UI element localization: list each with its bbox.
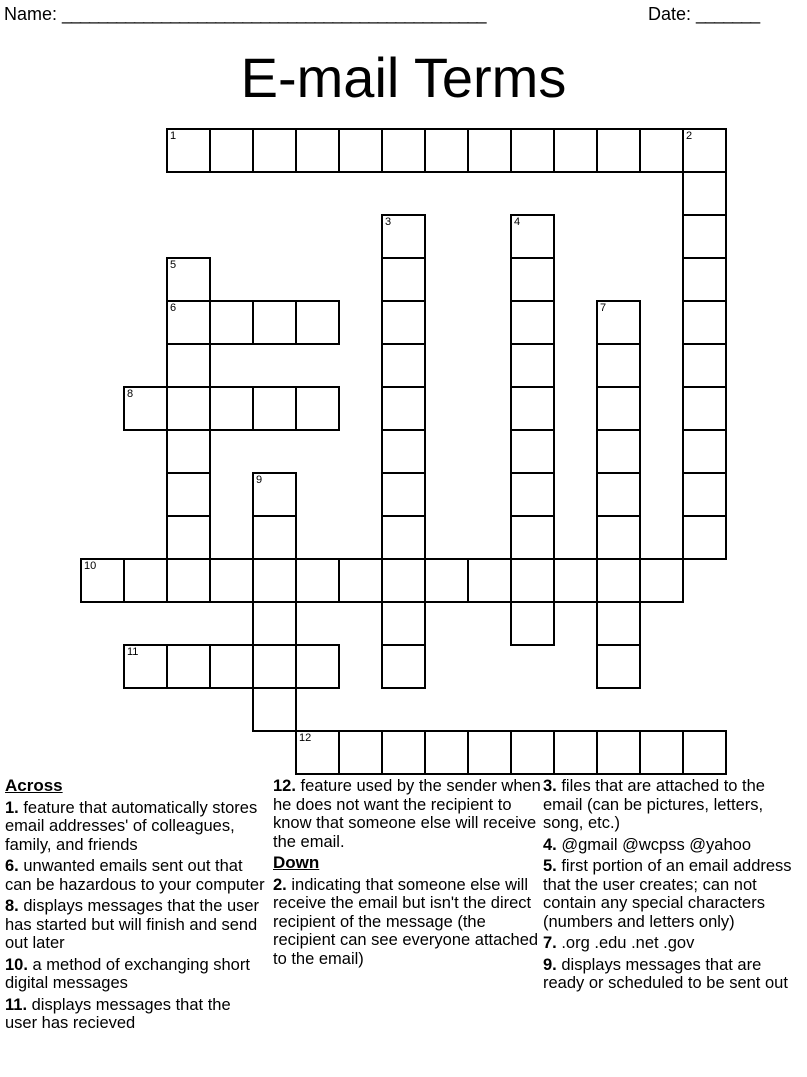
grid-cell[interactable] (510, 601, 555, 646)
grid-cell[interactable] (381, 472, 426, 517)
clue-number: 10 (84, 560, 97, 572)
grid-cell[interactable] (295, 386, 340, 431)
grid-cell[interactable] (252, 128, 297, 173)
grid-cell[interactable] (510, 429, 555, 474)
date-label: Date: (648, 4, 692, 24)
clue-down-9: 9. displays messages that are ready or scheduled to be sent out (543, 955, 788, 992)
grid-cell[interactable] (166, 429, 211, 474)
clue-down-4: 4. @gmail @wcpss @yahoo (543, 835, 751, 854)
grid-cell[interactable] (252, 601, 297, 646)
grid-cell[interactable] (123, 386, 168, 431)
name-field[interactable] (4, 4, 486, 25)
clue-number: 12 (299, 732, 312, 744)
clue-across-11: 11. displays messages that the user has recieved (5, 995, 231, 1032)
grid-cell[interactable] (682, 730, 727, 775)
name-blank: _______________________________________________ (62, 4, 486, 24)
clue-number: 4 (514, 216, 521, 228)
grid-cell[interactable] (639, 128, 684, 173)
grid-cell[interactable] (682, 128, 727, 173)
grid-cell[interactable] (381, 300, 426, 345)
grid-cell[interactable] (252, 300, 297, 345)
grid-cell[interactable] (510, 214, 555, 259)
grid-cell[interactable] (381, 429, 426, 474)
grid-cell[interactable] (252, 386, 297, 431)
grid-cell[interactable] (166, 300, 211, 345)
clue-number: 8 (127, 388, 134, 400)
grid-cell[interactable] (510, 472, 555, 517)
grid-cell[interactable] (682, 386, 727, 431)
clue-number: 2 (686, 130, 693, 142)
grid-cell[interactable] (596, 558, 641, 603)
grid-cell[interactable] (381, 214, 426, 259)
grid-cell[interactable] (166, 343, 211, 388)
grid-cell[interactable] (381, 343, 426, 388)
grid-cell[interactable] (252, 515, 297, 560)
clue-number: 6 (170, 302, 177, 314)
grid-cell[interactable] (338, 128, 383, 173)
grid-cell[interactable] (381, 601, 426, 646)
grid-cell[interactable] (510, 386, 555, 431)
date-field[interactable] (648, 4, 759, 25)
grid-cell[interactable] (553, 128, 598, 173)
grid-cell[interactable] (166, 128, 211, 173)
grid-cell[interactable] (338, 558, 383, 603)
grid-cell[interactable] (510, 128, 555, 173)
clue-number: 7 (600, 302, 607, 314)
grid-cell[interactable] (252, 687, 297, 732)
grid-cell[interactable] (682, 343, 727, 388)
grid-cell[interactable] (682, 171, 727, 216)
grid-cell[interactable] (295, 644, 340, 689)
name-label: Name: (4, 4, 58, 24)
grid-cell[interactable] (252, 472, 297, 517)
grid-cell[interactable] (166, 386, 211, 431)
clue-across-6: 6. unwanted emails sent out that can be hazardous to your computer (5, 857, 265, 894)
grid-cell[interactable] (596, 429, 641, 474)
grid-cell[interactable] (596, 644, 641, 689)
grid-cell[interactable] (209, 128, 254, 173)
grid-cell[interactable] (553, 730, 598, 775)
clue-across-10: 10. a method of exchanging short digital messages (5, 955, 250, 992)
clue-number: 9 (256, 474, 263, 486)
grid-cell[interactable] (209, 386, 254, 431)
grid-cell[interactable] (682, 257, 727, 302)
grid-cell[interactable] (467, 128, 512, 173)
grid-cell[interactable] (166, 257, 211, 302)
grid-cell[interactable] (166, 472, 211, 517)
grid-cell[interactable] (123, 558, 168, 603)
grid-cell[interactable] (682, 515, 727, 560)
clue-number: 1 (170, 130, 177, 142)
grid-cell[interactable] (80, 558, 125, 603)
grid-cell[interactable] (467, 558, 512, 603)
grid-cell[interactable] (682, 472, 727, 517)
grid-cell[interactable] (123, 644, 168, 689)
clue-number: 11 (127, 646, 139, 658)
clue-down-5: 5. first portion of an email address that the user creates; can not contain any special characters (numbers and letters only) (543, 857, 792, 931)
grid-cell[interactable] (596, 386, 641, 431)
grid-cell[interactable] (596, 472, 641, 517)
grid-cell[interactable] (295, 730, 340, 775)
page-title: E-mail Terms (240, 46, 567, 109)
grid-cell[interactable] (295, 558, 340, 603)
grid-cell[interactable] (209, 300, 254, 345)
clues-column-1 (5, 777, 267, 1036)
grid-cell[interactable] (381, 515, 426, 560)
grid-cell[interactable] (252, 558, 297, 603)
grid-cell[interactable] (295, 128, 340, 173)
clue-number: 3 (385, 216, 392, 228)
grid-cell[interactable] (596, 730, 641, 775)
clue-across-1: 1. feature that automatically stores email addresses' of colleagues, family, and friends (5, 798, 258, 854)
grid-cell[interactable] (596, 128, 641, 173)
grid-cell[interactable] (510, 515, 555, 560)
clues-column-2 (273, 777, 541, 971)
grid-cell[interactable] (252, 644, 297, 689)
grid-cell[interactable] (596, 343, 641, 388)
grid-cell[interactable] (381, 730, 426, 775)
grid-cell[interactable] (682, 214, 727, 259)
grid-cell[interactable] (553, 558, 598, 603)
down-heading: Down (273, 853, 320, 872)
across-heading: Across (5, 776, 63, 795)
grid-cell[interactable] (639, 558, 684, 603)
grid-cell[interactable] (209, 558, 254, 603)
grid-cell[interactable] (510, 300, 555, 345)
grid-cell[interactable] (639, 730, 684, 775)
clues-column-3 (543, 777, 805, 996)
clue-down-2: 2. indicating that someone else will receive the email but isn't the direct recipient of the message (the recipient can see everyone attached to the email) (273, 875, 539, 968)
grid-cell[interactable] (424, 730, 469, 775)
grid-cell[interactable] (381, 386, 426, 431)
clue-across-8: 8. displays messages that the user has started but will finish and send out later (5, 897, 260, 952)
clue-down-3: 3. files that are attached to the email (can be pictures, letters, song, etc.) (543, 777, 765, 832)
grid-cell[interactable] (166, 515, 211, 560)
grid-cell[interactable] (510, 343, 555, 388)
grid-cell[interactable] (596, 601, 641, 646)
grid-cell[interactable] (596, 300, 641, 345)
grid-cell[interactable] (467, 730, 512, 775)
grid-cell[interactable] (682, 429, 727, 474)
grid-cell[interactable] (166, 558, 211, 603)
grid-cell[interactable] (510, 730, 555, 775)
grid-cell[interactable] (510, 558, 555, 603)
grid-cell[interactable] (596, 515, 641, 560)
grid-cell[interactable] (166, 644, 211, 689)
grid-cell[interactable] (381, 257, 426, 302)
clue-down-7: 7. .org .edu .net .gov (543, 934, 695, 952)
grid-cell[interactable] (682, 300, 727, 345)
grid-cell[interactable] (209, 644, 254, 689)
grid-cell[interactable] (424, 558, 469, 603)
grid-cell[interactable] (338, 730, 383, 775)
date-blank: _______ (696, 4, 760, 24)
grid-cell[interactable] (295, 300, 340, 345)
grid-cell[interactable] (381, 644, 426, 689)
clue-number: 5 (170, 259, 177, 271)
grid-cell[interactable] (381, 128, 426, 173)
clue-across-12: 12. feature used by the sender when he does not want the recipient to know that someone else will receive the email. (273, 777, 541, 851)
grid-cell[interactable] (381, 558, 426, 603)
grid-cell[interactable] (424, 128, 469, 173)
grid-cell[interactable] (510, 257, 555, 302)
